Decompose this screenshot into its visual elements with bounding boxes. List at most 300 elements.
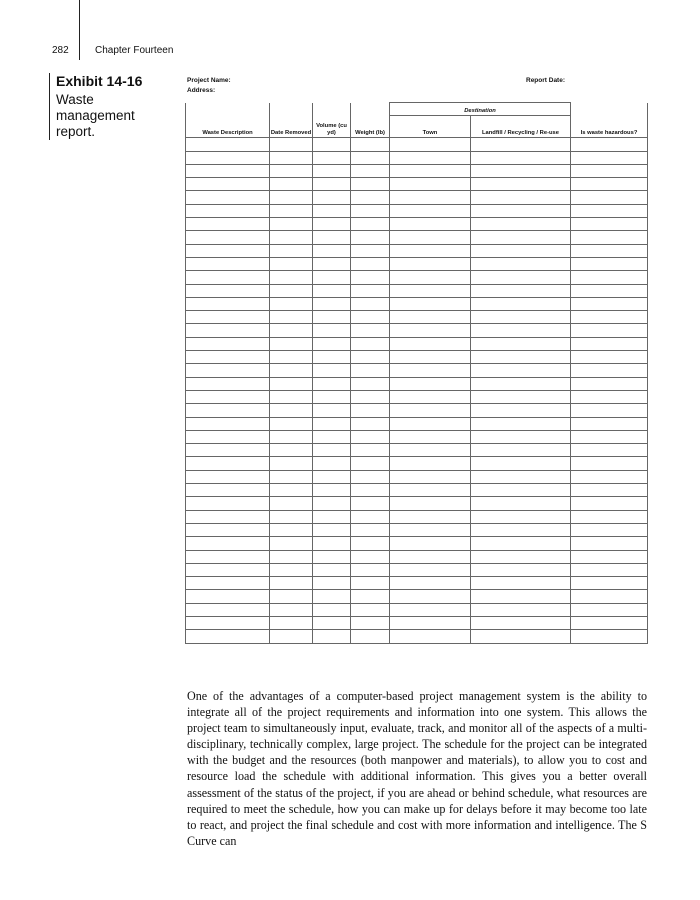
table-cell bbox=[471, 204, 571, 217]
table-cell bbox=[571, 537, 648, 550]
table-body bbox=[186, 138, 648, 643]
table-row bbox=[186, 457, 648, 470]
table-cell bbox=[313, 271, 351, 284]
table-cell bbox=[471, 417, 571, 430]
table-cell bbox=[313, 324, 351, 337]
table-cell bbox=[270, 563, 313, 576]
table-cell bbox=[351, 430, 390, 443]
table-row bbox=[186, 178, 648, 191]
table-row bbox=[186, 324, 648, 337]
table-cell bbox=[186, 244, 270, 257]
table-cell bbox=[313, 204, 351, 217]
table-row bbox=[186, 138, 648, 151]
table-cell bbox=[471, 311, 571, 324]
table-cell bbox=[351, 497, 390, 510]
table-cell bbox=[390, 470, 471, 483]
table-cell bbox=[351, 484, 390, 497]
waste-management-table bbox=[185, 102, 648, 644]
table-cell bbox=[313, 430, 351, 443]
exhibit-label bbox=[49, 73, 166, 140]
table-cell bbox=[390, 550, 471, 563]
table-cell bbox=[351, 603, 390, 616]
table-cell bbox=[571, 444, 648, 457]
table-cell bbox=[270, 271, 313, 284]
table-cell bbox=[571, 603, 648, 616]
table-cell bbox=[571, 497, 648, 510]
table-cell bbox=[471, 390, 571, 403]
table-cell bbox=[571, 218, 648, 231]
table-cell bbox=[186, 324, 270, 337]
table-cell bbox=[186, 510, 270, 523]
table-cell bbox=[186, 178, 270, 191]
table-cell bbox=[313, 550, 351, 563]
table-cell bbox=[186, 404, 270, 417]
table-cell bbox=[351, 523, 390, 536]
table-cell bbox=[270, 390, 313, 403]
table-row bbox=[186, 204, 648, 217]
table-cell bbox=[571, 563, 648, 576]
table-cell bbox=[351, 630, 390, 643]
table-cell bbox=[186, 470, 270, 483]
table-row bbox=[186, 417, 648, 430]
table-cell bbox=[390, 417, 471, 430]
header-spacer bbox=[270, 103, 313, 116]
table-cell bbox=[471, 351, 571, 364]
table-cell bbox=[471, 457, 571, 470]
table-cell bbox=[186, 218, 270, 231]
table-cell bbox=[270, 218, 313, 231]
table-cell bbox=[351, 577, 390, 590]
table-row bbox=[186, 364, 648, 377]
table-cell bbox=[571, 404, 648, 417]
table-cell bbox=[351, 590, 390, 603]
col-volume: Volume (cu yd) bbox=[313, 116, 351, 138]
table-row bbox=[186, 377, 648, 390]
table-cell bbox=[186, 457, 270, 470]
table-cell bbox=[186, 430, 270, 443]
col-weight: Weight (lb) bbox=[351, 116, 390, 138]
table-cell bbox=[471, 284, 571, 297]
table-cell bbox=[571, 484, 648, 497]
table-cell bbox=[270, 404, 313, 417]
table-cell bbox=[186, 484, 270, 497]
table-row bbox=[186, 337, 648, 350]
table-row bbox=[186, 563, 648, 576]
table-cell bbox=[186, 231, 270, 244]
table-cell bbox=[186, 284, 270, 297]
table-cell bbox=[186, 390, 270, 403]
table-cell bbox=[313, 457, 351, 470]
table-cell bbox=[351, 257, 390, 270]
table-cell bbox=[390, 390, 471, 403]
table-cell bbox=[186, 577, 270, 590]
table-cell bbox=[270, 444, 313, 457]
table-row bbox=[186, 630, 648, 643]
table-row bbox=[186, 151, 648, 164]
table-cell bbox=[270, 337, 313, 350]
table-cell bbox=[571, 390, 648, 403]
table-cell bbox=[351, 404, 390, 417]
table-cell bbox=[571, 178, 648, 191]
table-cell bbox=[270, 138, 313, 151]
table-cell bbox=[390, 523, 471, 536]
col-hazardous: Is waste hazardous? bbox=[571, 116, 648, 138]
table-cell bbox=[351, 616, 390, 629]
table-cell bbox=[471, 178, 571, 191]
table-cell bbox=[571, 616, 648, 629]
table-cell bbox=[313, 404, 351, 417]
table-cell bbox=[390, 444, 471, 457]
table-cell bbox=[270, 351, 313, 364]
table-cell bbox=[390, 563, 471, 576]
table-cell bbox=[471, 563, 571, 576]
table-cell bbox=[186, 630, 270, 643]
table-cell bbox=[471, 470, 571, 483]
table-cell bbox=[351, 563, 390, 576]
table-cell bbox=[390, 151, 471, 164]
table-cell bbox=[270, 164, 313, 177]
table-cell bbox=[186, 351, 270, 364]
table-row bbox=[186, 164, 648, 177]
table-cell bbox=[186, 563, 270, 576]
table-cell bbox=[571, 430, 648, 443]
table-cell bbox=[313, 484, 351, 497]
table-cell bbox=[471, 364, 571, 377]
table-cell bbox=[571, 164, 648, 177]
table-cell bbox=[471, 231, 571, 244]
table-cell bbox=[351, 231, 390, 244]
table-cell bbox=[471, 537, 571, 550]
table-cell bbox=[571, 337, 648, 350]
table-cell bbox=[390, 231, 471, 244]
table-cell bbox=[351, 151, 390, 164]
table-row bbox=[186, 497, 648, 510]
exhibit-caption: Waste management report. bbox=[56, 92, 135, 139]
table-cell bbox=[270, 311, 313, 324]
table-cell bbox=[390, 324, 471, 337]
table-row bbox=[186, 484, 648, 497]
table-cell bbox=[313, 138, 351, 151]
table-cell bbox=[471, 218, 571, 231]
table-cell bbox=[390, 577, 471, 590]
table-cell bbox=[390, 430, 471, 443]
table-cell bbox=[571, 510, 648, 523]
table-cell bbox=[390, 537, 471, 550]
table-cell bbox=[313, 377, 351, 390]
table-row bbox=[186, 390, 648, 403]
table-cell bbox=[471, 523, 571, 536]
table-cell bbox=[313, 244, 351, 257]
table-cell bbox=[471, 244, 571, 257]
table-cell bbox=[270, 470, 313, 483]
table-cell bbox=[270, 178, 313, 191]
table-cell bbox=[313, 603, 351, 616]
table-cell bbox=[186, 417, 270, 430]
table-cell bbox=[313, 563, 351, 576]
table-cell bbox=[186, 311, 270, 324]
table-row bbox=[186, 351, 648, 364]
table-row bbox=[186, 284, 648, 297]
table-cell bbox=[471, 444, 571, 457]
table-cell bbox=[390, 630, 471, 643]
table-cell bbox=[351, 444, 390, 457]
table-cell bbox=[351, 337, 390, 350]
table-cell bbox=[351, 191, 390, 204]
table-row bbox=[186, 218, 648, 231]
table-cell bbox=[351, 138, 390, 151]
table-cell bbox=[186, 364, 270, 377]
table-cell bbox=[571, 630, 648, 643]
table-cell bbox=[270, 430, 313, 443]
table-cell bbox=[313, 218, 351, 231]
table-cell bbox=[390, 311, 471, 324]
table-cell bbox=[571, 550, 648, 563]
body-paragraph: One of the advantages of a computer-based project management system is the ability to integrate all of the project requirements and information into one system. This allows the project team to simultaneously input, evaluate, track, and monitor all of the aspects of a multi-disciplinary, technically complex, large project. The schedule for the project can be integrated with the budget and the resources (both manpower and materials), to allow you to cost and resource load the schedule with additional information. This gives you a better overall assessment of the status of the project, if you are ahead or behind schedule, what resources are required to meet the schedule, how you can make up for delays before it may become too late to react, and project the final schedule and cost with more information and intelligence. The S Curve can bbox=[187, 689, 647, 848]
table-cell bbox=[471, 590, 571, 603]
table-cell bbox=[186, 497, 270, 510]
table-cell bbox=[270, 550, 313, 563]
table-cell bbox=[571, 204, 648, 217]
table-cell bbox=[351, 537, 390, 550]
table-cell bbox=[313, 257, 351, 270]
table-row bbox=[186, 510, 648, 523]
table-row bbox=[186, 311, 648, 324]
table-row bbox=[186, 404, 648, 417]
table-cell bbox=[270, 616, 313, 629]
table-cell bbox=[571, 284, 648, 297]
table-cell bbox=[351, 218, 390, 231]
table-row bbox=[186, 271, 648, 284]
table-cell bbox=[571, 417, 648, 430]
table-cell bbox=[471, 510, 571, 523]
table-cell bbox=[571, 257, 648, 270]
table-cell bbox=[571, 457, 648, 470]
table-cell bbox=[186, 204, 270, 217]
table-row bbox=[186, 523, 648, 536]
table-cell bbox=[571, 377, 648, 390]
table-cell bbox=[351, 364, 390, 377]
table-cell bbox=[571, 324, 648, 337]
table-cell bbox=[186, 337, 270, 350]
table-cell bbox=[571, 191, 648, 204]
table-cell bbox=[186, 550, 270, 563]
address-label: Address: bbox=[187, 87, 216, 94]
table-cell bbox=[390, 510, 471, 523]
table-cell bbox=[390, 404, 471, 417]
table-cell bbox=[351, 244, 390, 257]
table-cell bbox=[313, 470, 351, 483]
table-cell bbox=[471, 616, 571, 629]
table-cell bbox=[313, 444, 351, 457]
header-spacer bbox=[571, 103, 648, 116]
table-cell bbox=[270, 523, 313, 536]
table-cell bbox=[313, 284, 351, 297]
table-row bbox=[186, 297, 648, 310]
table-cell bbox=[313, 351, 351, 364]
table-cell bbox=[270, 377, 313, 390]
table-cell bbox=[313, 510, 351, 523]
table-cell bbox=[390, 484, 471, 497]
table-cell bbox=[270, 537, 313, 550]
table-cell bbox=[351, 390, 390, 403]
table-cell bbox=[186, 191, 270, 204]
table-cell bbox=[186, 257, 270, 270]
table-cell bbox=[390, 297, 471, 310]
table-row bbox=[186, 470, 648, 483]
table-cell bbox=[270, 457, 313, 470]
table-row bbox=[186, 616, 648, 629]
table-cell bbox=[471, 337, 571, 350]
table-row bbox=[186, 537, 648, 550]
table-row bbox=[186, 603, 648, 616]
table-cell bbox=[313, 616, 351, 629]
table-cell bbox=[351, 178, 390, 191]
header-spacer bbox=[351, 103, 390, 116]
table-cell bbox=[313, 497, 351, 510]
table-cell bbox=[186, 377, 270, 390]
table-cell bbox=[390, 377, 471, 390]
report-date-label: Report Date: bbox=[526, 77, 566, 84]
table-cell bbox=[270, 191, 313, 204]
table-cell bbox=[313, 297, 351, 310]
table-cell bbox=[270, 603, 313, 616]
header-spacer bbox=[186, 103, 270, 116]
table-cell bbox=[390, 164, 471, 177]
table-cell bbox=[313, 417, 351, 430]
table-cell bbox=[390, 590, 471, 603]
table-cell bbox=[571, 590, 648, 603]
table-cell bbox=[571, 351, 648, 364]
table-cell bbox=[471, 630, 571, 643]
table-cell bbox=[471, 497, 571, 510]
table-row bbox=[186, 444, 648, 457]
table-cell bbox=[270, 151, 313, 164]
table-cell bbox=[471, 577, 571, 590]
table-row bbox=[186, 191, 648, 204]
table-cell bbox=[270, 244, 313, 257]
table-cell bbox=[351, 164, 390, 177]
table-cell bbox=[571, 297, 648, 310]
table-row bbox=[186, 231, 648, 244]
table-cell bbox=[471, 603, 571, 616]
table-cell bbox=[270, 204, 313, 217]
project-name-label: Project Name: bbox=[187, 77, 231, 84]
table-cell bbox=[313, 231, 351, 244]
table-cell bbox=[270, 590, 313, 603]
table-cell bbox=[186, 616, 270, 629]
table-cell bbox=[351, 377, 390, 390]
chapter-title: Chapter Fourteen bbox=[95, 45, 174, 56]
table-cell bbox=[313, 537, 351, 550]
table-cell bbox=[351, 470, 390, 483]
exhibit-title: Exhibit 14-16 bbox=[56, 73, 143, 89]
table-cell bbox=[313, 178, 351, 191]
table-cell bbox=[270, 630, 313, 643]
table-cell bbox=[390, 138, 471, 151]
table-cell bbox=[471, 404, 571, 417]
table-cell bbox=[351, 324, 390, 337]
table-cell bbox=[186, 297, 270, 310]
table-cell bbox=[351, 284, 390, 297]
table-cell bbox=[471, 191, 571, 204]
table-cell bbox=[390, 178, 471, 191]
table-cell bbox=[186, 590, 270, 603]
table-cell bbox=[571, 470, 648, 483]
table-cell bbox=[351, 457, 390, 470]
table-cell bbox=[270, 231, 313, 244]
table-cell bbox=[571, 523, 648, 536]
table-cell bbox=[351, 550, 390, 563]
col-date-removed: Date Removed bbox=[270, 116, 313, 138]
table-cell bbox=[471, 257, 571, 270]
table-cell bbox=[351, 204, 390, 217]
col-landfill-recycling: Landfill / Recycling / Re-use bbox=[471, 116, 571, 138]
table-cell bbox=[313, 577, 351, 590]
table-cell bbox=[186, 151, 270, 164]
table-cell bbox=[313, 311, 351, 324]
header-spacer bbox=[313, 103, 351, 116]
table-row bbox=[186, 577, 648, 590]
table-cell bbox=[313, 590, 351, 603]
table-cell bbox=[571, 244, 648, 257]
table-cell bbox=[313, 191, 351, 204]
table-cell bbox=[351, 311, 390, 324]
table-cell bbox=[571, 271, 648, 284]
table-cell bbox=[471, 138, 571, 151]
table-cell bbox=[270, 297, 313, 310]
table-cell bbox=[390, 497, 471, 510]
table-cell bbox=[270, 510, 313, 523]
table-row bbox=[186, 550, 648, 563]
table-cell bbox=[270, 497, 313, 510]
table-cell bbox=[390, 218, 471, 231]
table-cell bbox=[270, 417, 313, 430]
table-cell bbox=[471, 151, 571, 164]
table-cell bbox=[186, 271, 270, 284]
table-cell bbox=[351, 271, 390, 284]
col-waste-description: Waste Description bbox=[186, 116, 270, 138]
table-cell bbox=[571, 577, 648, 590]
table-cell bbox=[571, 151, 648, 164]
destination-group-header: Destination bbox=[390, 103, 571, 116]
table-row bbox=[186, 257, 648, 270]
table-cell bbox=[390, 191, 471, 204]
table-cell bbox=[390, 337, 471, 350]
table-cell bbox=[351, 510, 390, 523]
table-cell bbox=[186, 523, 270, 536]
table-cell bbox=[270, 257, 313, 270]
table-cell bbox=[390, 271, 471, 284]
table-cell bbox=[313, 390, 351, 403]
table-cell bbox=[313, 151, 351, 164]
col-town: Town bbox=[390, 116, 471, 138]
table-cell bbox=[571, 231, 648, 244]
table-cell bbox=[351, 297, 390, 310]
table-cell bbox=[351, 417, 390, 430]
table-cell bbox=[186, 138, 270, 151]
table-cell bbox=[390, 603, 471, 616]
table-cell bbox=[390, 257, 471, 270]
table-row bbox=[186, 590, 648, 603]
table-cell bbox=[571, 364, 648, 377]
table-row bbox=[186, 430, 648, 443]
table-cell bbox=[186, 603, 270, 616]
table-cell bbox=[313, 630, 351, 643]
table-cell bbox=[390, 457, 471, 470]
table-cell bbox=[390, 284, 471, 297]
table-cell bbox=[313, 164, 351, 177]
table-cell bbox=[270, 484, 313, 497]
